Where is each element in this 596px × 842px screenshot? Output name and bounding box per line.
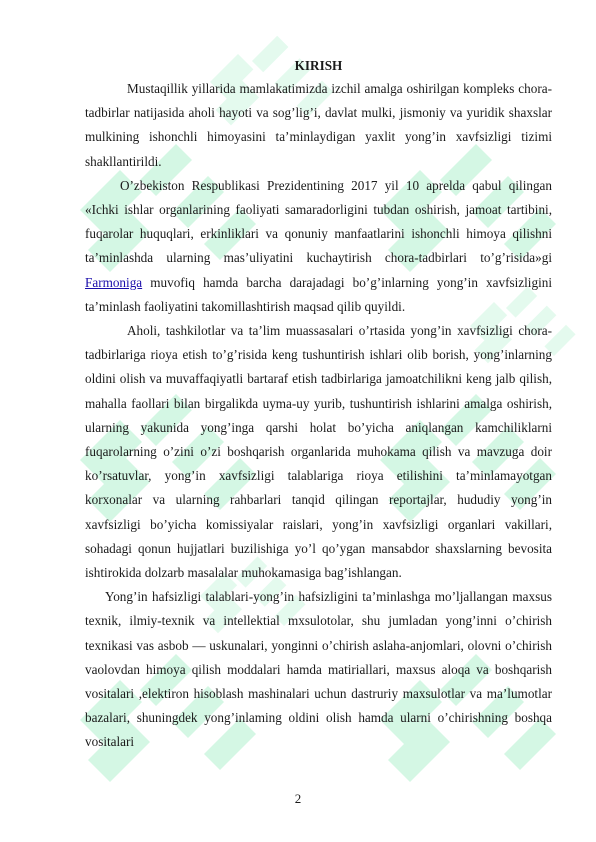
farmoniga-link[interactable]: Farmoniga [85,274,143,290]
paragraph-2 [85,174,552,319]
paragraph-2-text-after: muvofiq hamda barcha darajadagi bo’g’inlarning yong’in xavfsizligini ta’minlash faoliyatini takomillashtirish maqsad qilib quyildi. [85,274,552,314]
document-title: KIRISH [294,58,343,73]
page-number: 2 [294,791,302,806]
paragraph-1: Mustaqillik yillarida mamlakatimizda izchil amalga oshirilgan kompleks chora-tadbirlar natijasida aholi hayoti va sog’lig’i, davlat mulki, jismoniy va yuridik shaxslar mulkining ishonchli himoyasini ta’minlaydigan yaxlit yong’in xavfsizligi tizimi shakllantirildi. [85,81,552,169]
paragraph-4: Yong’in hafsizligi talablari-yong’in hafsizligini ta’minlashga mo’ljallangan maxsus texnik, ilmiy-texnik va intellektial mxsulotolar, shu jumladan yong’inni o’chirish texnikasi vas asbob — uskunalari, yonginni o’chirish aslaha-anjomlari, olovni o’chirish vaolovdan himoya qilish moddalari hamda matiriallari, maxsus aloqa va boshqarish vositalari ,elektiron hisoblash mashinalari uchun dastruriy maxsulotlar va ma’lumotlar bazalari, shuningdek yong’inlaming oldini olish hamda ularni o’chirishning boshqa vositalari [85,589,552,750]
paragraph-3: Aholi, tashkilotlar va ta’lim muassasalari o’rtasida yong’in xavfsizligi chora-tadbirlariga rioya etish to’g’risida keng tushuntirish ishlari olib borish, yong’inlarning oldini olish va muvaffaqiyatli bartaraf etish tadbirlariga jamoatchilikni keng jalb qilish, mahalla faollari bilan birgalikda uyma-uy yurib, tushuntirish ishlarini amalga oshirish, ularning yakunida yong’inga qarshi holat bo’yicha aniqlangan kamchiliklarni fuqarolarning o’zini o’zi boshqarish organlarida muhokama qilish va mavzuga doir ko’rsatuvlar, yong’in xavfsizligi talablariga rioya etilishini ta’minlamayotgan korxonalar va ularning rahbarlari tanqid qilingan reportajlar, hududiy yong’in xavfsizligi bo’yicha komissiyalar raislari, yong’in xavfsizligi organlari vakillari, sohadagi qonun hujjatlari buzilishiga yo’l qo’ygan mansabdor shaxslarning bevosita ishtirokida dolzarb masalalar muhokamasiga bag’ishlangan. [85,323,552,581]
paragraph-2-text-before: O’zbekiston Respublikasi Prezidentining 2017 yil 10 aprelda qabul qilingan «Ichki ishlar organlarining faoliyati samaradorligini tubdan oshirish, jamoat tartibini, fuqarolar huquqlari, erkinliklari va qonuniy manfaatlarini ishonchli himoya qilishni ta’minlashda ularning mas’uliyatini kuchaytirish chora-tadbirlari to’g’risida»gi [85,177,552,266]
document-body [85,56,552,755]
